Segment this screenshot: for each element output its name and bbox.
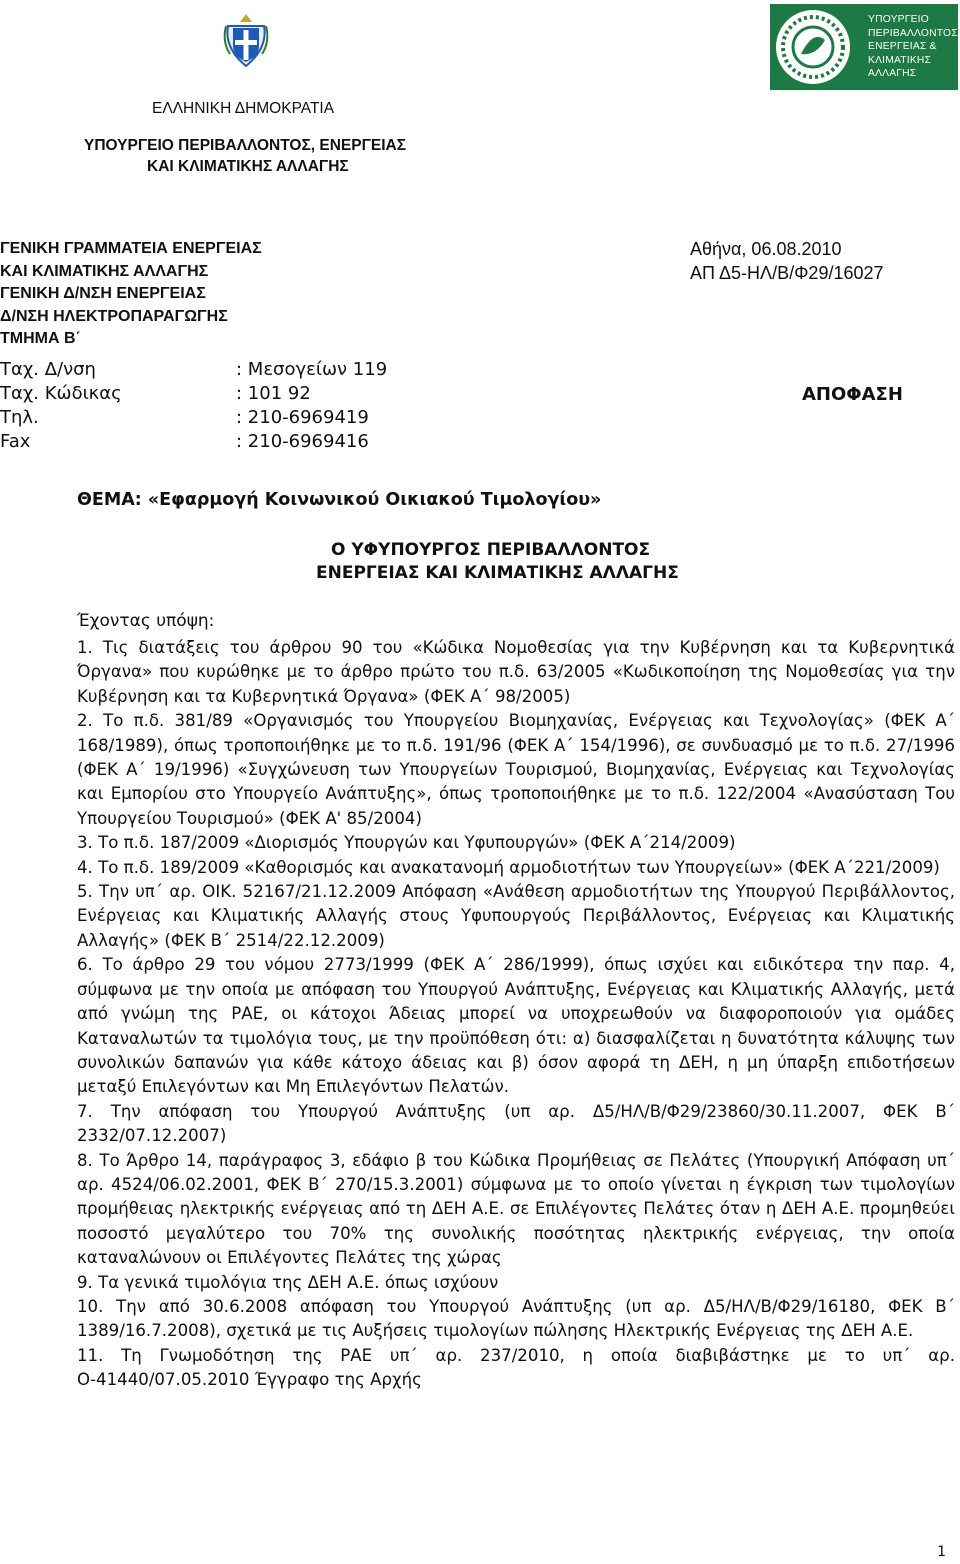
list-item: 2. Το π.δ. 381/89 «Οργανισμός του Υπουργείου Βιομηχανίας, Ενέργειας και Τεχνολογίας» (ΦΕΚ Α΄ 168/1989), όπως τροποποιήθηκε με το π.δ. 191/96 (ΦΕΚ Α΄ 154/1996), σε συνδυασμό με το π.δ. 27/1996 (ΦΕΚ Α΄ 19/1996) «Συγχώνευση των Υπουργείων Τουρισμού, Βιομηχανίας, Ενέργειας και Τεχνολογίας και Εμπορίου στο Υπουργείο Ανάπτυξης», όπως τροποποιήθηκε με το π.δ. 122/2004 «Ανασύσταση Του Υπουργείου Τουρισμού» (ΦΕΚ Α' 85/2004) <box>77 711 955 828</box>
contact-value: : Μεσογείων 119 <box>236 359 388 380</box>
contact-value: : 101 92 <box>236 383 311 404</box>
contact-value: : 210-6969416 <box>236 431 369 452</box>
sender-line: ΓΕΝΙΚΗ ΓΡΑΜΜΑΤΕΙΑ ΕΝΕΡΓΕΙΑΣ <box>0 240 262 257</box>
contact-row <box>0 430 387 454</box>
ministry-heading-line2: ΚΑΙ ΚΛΙΜΑΤΙΚΗΣ ΑΛΛΑΓΗΣ <box>147 158 349 175</box>
coat-of-arms-icon <box>220 8 272 70</box>
sender-line: Δ/ΝΣΗ ΗΛΕΚΤΡΟΠΑΡΑΓΩΓΗΣ <box>0 307 228 325</box>
document-type: ΑΠΟΦΑΣΗ <box>802 384 903 405</box>
sender-line: ΚΑΙ ΚΛΙΜΑΤΙΚΗΣ ΑΛΛΑΓΗΣ <box>0 262 209 280</box>
list-item: 10. Την από 30.6.2008 απόφαση του Υπουργού Ανάπτυξης (υπ αρ. Δ5/ΗΛ/Β/Φ29/16180, ΦΕΚ Β΄ 1389/16.7.2008), σχετικά με τις Αυξήσεις τιμολογίων πώλησης Ηλεκτρικής Ενέργειας της ΔΕΗ Α.Ε. <box>77 1296 955 1341</box>
list-item: 9. Τα γενικά τιμολόγια της ΔΕΗ Α.Ε. όπως ισχύουν <box>77 1272 499 1292</box>
contact-label: Ταχ. Δ/νση <box>0 359 96 380</box>
contact-label: Fax <box>0 431 31 452</box>
contact-label: Ταχ. Κώδικας <box>0 383 122 404</box>
list-item: 3. Το π.δ. 187/2009 «Διορισμός Υπουργών και Υφυπουργών» (ΦΕΚ Α΄214/2009) <box>77 833 736 853</box>
considering-label: Έχοντας υπόψη: <box>77 611 215 631</box>
list-item: 7. Την απόφαση του Υπουργού Ανάπτυξης (υπ αρ. Δ5/ΗΛ/Β/Φ29/23860/30.11.2007, ΦΕΚ Β΄ 2332/07.12.2007) <box>77 1101 955 1146</box>
contacts-block <box>0 358 387 454</box>
contact-row <box>0 382 387 406</box>
protocol-number: ΑΠ Δ5-ΗΛ/Β/Φ29/16027 <box>690 263 884 283</box>
list-item: 4. Το π.δ. 189/2009 «Καθορισμός και ανακατανομή αρμοδιοτήτων των Υπουργείων» (ΦΕΚ Α΄221/2009) <box>77 857 940 877</box>
sender-line: ΓΕΝΙΚΗ Δ/ΝΣΗ ΕΝΕΡΓΕΙΑΣ <box>0 285 206 302</box>
considerations-list <box>77 636 955 1393</box>
list-item: 6. Το άρθρο 29 του νόμου 2773/1999 (ΦΕΚ Α΄ 286/1999), όπως ισχύει και ειδικότερα την παρ. 4, σύμφωνα με την οποία με απόφαση του Υπουργού Ανάπτυξης, Ενέργειας και Κλιματικής Αλλαγής, μετά από γνώμη της ΡΑΕ, οι κάτοχοι Άδειας μπορεί να υποχρεωθούν να διαφοροποιούν για ομάδες Καταναλωτών τα τιμολόγια τους, με την προϋπόθεση ότι: α) διασφαλίζεται η δυνατότητα κάλυψης των συνολικών δαπανών για κάθε κάτοχο άδειας και β) όσον αφορά τη ΔΕΗ, η μη ύπαρξη επιδοτήσεων μεταξύ Επιλεγόντων και Μη Επιλεγόντων Πελατών. <box>77 955 955 1097</box>
issuer-line1: Ο ΥΦΥΠΟΥΡΓΟΣ ΠΕΡΙΒΑΛΛΟΝΤΟΣ <box>331 540 651 560</box>
list-item: 5. Την υπ΄ αρ. ΟΙΚ. 52167/21.12.2009 Απόφαση «Ανάθεση αρμοδιοτήτων της Υπουργού Περιβάλλοντος, Ενέργειας και Κλιματικής Αλλαγής στους Υφυπουργούς Περιβάλλοντος, Ενέργειας και Κλιματικής Αλλαγής» (ΦΕΚ Β΄ 2514/22.12.2009) <box>77 882 955 950</box>
issuer-line2: ΕΝΕΡΓΕΙΑΣ ΚΑΙ ΚΛΙΜΑΤΙΚΗΣ ΑΛΛΑΓΗΣ <box>316 563 679 583</box>
page-number: 1 <box>937 1544 946 1560</box>
sender-block <box>0 238 262 351</box>
ministry-heading-line1: ΥΠΟΥΡΓΕΙΟ ΠΕΡΙΒΑΛΛΟΝΤΟΣ, ΕΝΕΡΓΕΙΑΣ <box>84 137 407 154</box>
contact-row <box>0 406 387 430</box>
contact-label: Τηλ. <box>0 407 39 428</box>
ministry-logo <box>770 4 958 90</box>
list-item: 1. Τις διατάξεις του άρθρου 90 του «Κώδικα Νομοθεσίας για την Κυβέρνηση και τα Κυβερνητικά Όργανα» που κυρώθηκε με το άρθρο πρώτο του π.δ. 63/2005 «Κωδικοποίηση της Νομοθεσίας για την Κυβέρνηση και τα Κυβερνητικά Όργανα» (ΦΕΚ Α΄ 98/2005) <box>77 638 955 706</box>
list-item: 11. Τη Γνωμοδότηση της ΡΑΕ υπ΄ αρ. 237/2010, η οποία διαβιβάστηκε με το υπ΄ αρ. Ο-41440/07.05.2010 Έγγραφο της Αρχής <box>77 1345 955 1390</box>
list-item: 8. Το Άρθρο 14, παράγραφος 3, εδάφιο β του Κώδικα Προμήθειας σε Πελάτες (Υπουργική Απόφαση υπ΄ αρ. 4524/06.02.2001, ΦΕΚ Β΄ 270/15.3.2001) σύμφωνα με το οποίο γίνεται η έγκριση των τιμολογίων προμήθειας ηλεκτρικής ενέργειας από τη ΔΕΗ Α.Ε. σε Επιλέγοντες Πελάτες όταν η ΔΕΗ Α.Ε. προμηθεύει ποσοστό μεγαλύτερο του 70% της συνολικής ποσότητας ηλεκτρικής ενέργειας, την οποία καταναλώνουν οι Επιλέγοντες Πελάτες της χώρας <box>77 1150 955 1268</box>
logo-text: ΥΠΟΥΡΓΕΙΟ ΠΕΡΙΒΑΛΛΟΝΤΟΣ ΕΝΕΡΓΕΙΑΣ & ΚΛΙΜΑΤΙΚΗΣ ΑΛΛΑΓΗΣ <box>868 14 958 80</box>
contact-value: : 210-6969419 <box>236 407 369 428</box>
logo-emblem-icon <box>776 10 850 84</box>
subject-line: ΘΕΜΑ: «Εφαρμογή Κοινωνικού Οικιακού Τιμολογίου» <box>77 490 602 510</box>
contact-row <box>0 358 387 382</box>
date-line: Αθήνα, 06.08.2010 <box>690 239 842 259</box>
sender-line: ΤΜΗΜΑ Β΄ <box>0 330 81 347</box>
republic-heading: ΕΛΛΗΝΙΚΗ ΔΗΜΟΚΡΑΤΙΑ <box>152 100 335 117</box>
